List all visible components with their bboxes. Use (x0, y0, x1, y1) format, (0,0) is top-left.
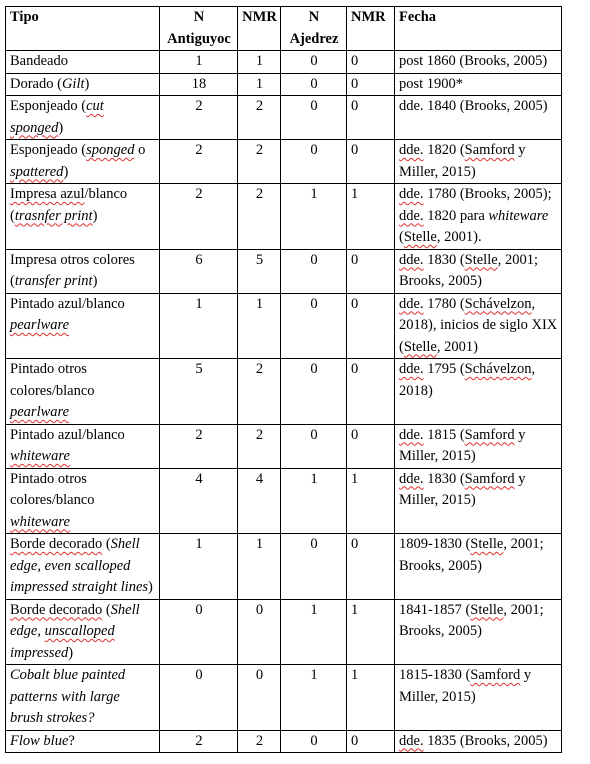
tipo-text-segment: trasnfer print (14, 207, 93, 224)
fecha-text-segment: 1780 ( (423, 295, 465, 312)
fecha-text-segment: 1815 ( (423, 426, 465, 443)
fecha-text-segment: , 2001) (436, 338, 478, 355)
cell-nmr-ajedrez: 0 (347, 424, 395, 468)
tipo-text-segment: ( (102, 601, 111, 618)
table-row (6, 293, 562, 359)
cell-nmr-antiguyoc: 2 (238, 140, 281, 184)
fecha-text-segment: ( (399, 229, 404, 245)
cell-n-ajedrez: 0 (281, 51, 347, 74)
tipo-text-segment: impressed (10, 644, 69, 661)
fecha-text-segment: dde. (399, 295, 424, 312)
cell-n-ajedrez: 0 (281, 73, 347, 96)
cell-n-antiguyoc: 5 (160, 359, 238, 425)
fecha-text-segment: 1795 ( (423, 361, 465, 377)
table-row (6, 424, 562, 468)
cell-n-ajedrez: 0 (281, 293, 347, 359)
tipo-text-segment: /blanco ( (10, 186, 128, 224)
tipo-text-segment: Impresa azul (10, 186, 85, 202)
cell-n-ajedrez: 0 (281, 424, 347, 468)
fecha-text-segment: , 2001; Brooks, 2005) (399, 251, 538, 289)
cell-nmr-antiguyoc: 5 (238, 249, 281, 293)
table-row (6, 534, 562, 600)
cell-n-ajedrez: 1 (281, 665, 347, 731)
fecha-text-segment: 1780 (Brooks, 2005); (423, 186, 552, 202)
fecha-text-segment: 1809-1830 ( (399, 536, 471, 552)
tipo-text-segment: spattered (10, 163, 64, 180)
fecha-text-segment: dde. (399, 207, 424, 224)
table-row (6, 96, 562, 140)
tipo-text-segment: Flow blue (10, 732, 69, 749)
fecha-text-segment: 1830 ( (423, 251, 465, 268)
tipo-text-segment: cut sponged (10, 98, 104, 136)
fecha-text-segment: , 2001; Brooks, 2005) (399, 601, 544, 639)
cell-fecha (395, 73, 562, 96)
fecha-text-segment: dde. (399, 732, 424, 749)
table-row (6, 730, 562, 753)
fecha-text-segment: dde. (399, 186, 424, 202)
tipo-text-segment: Shell edge, (10, 601, 140, 639)
cell-tipo (6, 359, 160, 425)
fecha-text-segment: 1841-1857 ( (399, 601, 471, 618)
cell-n-ajedrez: 1 (281, 599, 347, 665)
cell-nmr-antiguyoc: 1 (238, 51, 281, 74)
cell-nmr-antiguyoc: 4 (238, 468, 281, 534)
cell-n-ajedrez: 0 (281, 359, 347, 425)
cell-n-ajedrez: 0 (281, 730, 347, 753)
cell-nmr-antiguyoc: 2 (238, 359, 281, 425)
fecha-text-segment: dde. (399, 470, 424, 487)
cell-nmr-antiguyoc: 0 (238, 665, 281, 731)
cell-n-antiguyoc: 1 (160, 293, 238, 359)
table-row (6, 184, 562, 250)
cell-n-antiguyoc: 18 (160, 73, 238, 96)
cell-n-ajedrez: 1 (281, 468, 347, 534)
cell-n-antiguyoc: 2 (160, 140, 238, 184)
fecha-text-segment: , 2001; Brooks, 2005) (399, 536, 544, 574)
cell-n-ajedrez: 0 (281, 140, 347, 184)
cell-tipo (6, 468, 160, 534)
fecha-text-segment: whiteware (488, 207, 549, 224)
cell-fecha (395, 293, 562, 359)
fecha-text-segment: Schávelzon (464, 295, 532, 312)
tipo-text-segment: ) (58, 119, 64, 136)
cell-fecha (395, 424, 562, 468)
cell-n-antiguyoc: 6 (160, 249, 238, 293)
cell-tipo (6, 293, 160, 359)
fecha-text-segment: dde. (399, 251, 424, 268)
header-fecha: Fecha (395, 7, 562, 51)
cell-nmr-antiguyoc: 1 (238, 293, 281, 359)
cell-n-ajedrez: 1 (281, 184, 347, 250)
tipo-text-segment: o (134, 142, 146, 158)
tipo-text-segment: Pintado azul/blanco (10, 295, 125, 312)
cell-n-ajedrez: 0 (281, 249, 347, 293)
header-tipo: Tipo (6, 7, 160, 51)
cell-fecha (395, 140, 562, 184)
fecha-text-segment: Schávelzon (464, 361, 532, 377)
tipo-text-segment: Dorado ( (10, 75, 62, 92)
cell-nmr-ajedrez: 0 (347, 534, 395, 600)
cell-nmr-ajedrez: 0 (347, 730, 395, 753)
cell-nmr-ajedrez: 0 (347, 73, 395, 96)
cell-nmr-antiguyoc: 0 (238, 599, 281, 665)
fecha-text-segment: , 2018) (399, 361, 536, 399)
cell-nmr-antiguyoc: 1 (238, 73, 281, 96)
cell-fecha (395, 51, 562, 74)
fecha-text-segment: post 1900* (399, 75, 464, 92)
tipo-text-segment: Borde decorado (10, 536, 103, 552)
tipo-text-segment: Pintado azul/blanco (10, 426, 125, 443)
tipo-text-segment: Bandeado (10, 53, 68, 69)
cell-tipo (6, 424, 160, 468)
cell-nmr-ajedrez: 0 (347, 249, 395, 293)
fecha-text-segment: 1830 ( (423, 470, 465, 487)
fecha-text-segment: Samford (470, 667, 521, 683)
table-row (6, 468, 562, 534)
cell-n-antiguyoc: 2 (160, 424, 238, 468)
fecha-text-segment: y Miller, 2015) (399, 426, 526, 464)
fecha-text-segment: Stelle (403, 229, 437, 245)
tipo-text-segment: Impresa otros colores ( (10, 251, 135, 289)
cell-n-ajedrez: 0 (281, 96, 347, 140)
cell-tipo (6, 140, 160, 184)
tipo-text-segment: Esponjeado ( (10, 98, 87, 114)
tipo-text-segment: Cobalt blue painted patterns with large brush strokes? (10, 667, 126, 726)
tipo-text-segment: Pintado otros colores/blanco (10, 470, 95, 508)
cell-tipo (6, 599, 160, 665)
cell-nmr-ajedrez: 1 (347, 184, 395, 250)
fecha-text-segment: dde. (399, 426, 424, 443)
fecha-text-segment: dde. 1840 (Brooks, 2005) (399, 98, 548, 114)
cell-nmr-ajedrez: 1 (347, 665, 395, 731)
data-table (5, 6, 562, 753)
table-row (6, 359, 562, 425)
fecha-text-segment: , 2018), inicios de siglo XIX ( (399, 295, 558, 355)
cell-tipo (6, 51, 160, 74)
cell-fecha (395, 665, 562, 731)
table-row (6, 249, 562, 293)
cell-nmr-ajedrez: 0 (347, 359, 395, 425)
cell-n-antiguyoc: 2 (160, 96, 238, 140)
fecha-text-segment: Stelle (470, 601, 504, 618)
cell-fecha (395, 730, 562, 753)
cell-tipo (6, 96, 160, 140)
tipo-text-segment: ) (63, 163, 69, 180)
tipo-text-segment: ) (84, 75, 90, 92)
cell-tipo (6, 249, 160, 293)
header-row (6, 7, 562, 51)
tipo-text-segment: ) (68, 644, 74, 661)
tipo-text-segment: Pintado otros colores/blanco (10, 361, 95, 399)
header-n-ajedrez: N Ajedrez (281, 7, 347, 51)
tipo-text-segment: pearlware (10, 404, 70, 420)
tipo-text-segment: ? (68, 732, 75, 749)
cell-n-antiguyoc: 0 (160, 599, 238, 665)
cell-tipo (6, 665, 160, 731)
cell-nmr-antiguyoc: 2 (238, 424, 281, 468)
cell-n-antiguyoc: 1 (160, 51, 238, 74)
cell-nmr-antiguyoc: 2 (238, 730, 281, 753)
cell-nmr-antiguyoc: 2 (238, 96, 281, 140)
cell-fecha (395, 359, 562, 425)
fecha-text-segment: 1835 (Brooks, 2005) (423, 732, 548, 749)
cell-tipo (6, 184, 160, 250)
cell-n-antiguyoc: 0 (160, 665, 238, 731)
table-row (6, 73, 562, 96)
cell-n-antiguyoc: 2 (160, 730, 238, 753)
tipo-text-segment: Esponjeado ( (10, 142, 87, 158)
header-n-antiguyoc: N Antiguyoc (160, 7, 238, 51)
cell-n-antiguyoc: 1 (160, 534, 238, 600)
fecha-text-segment: 1820 para (423, 207, 489, 224)
header-nmr-ajedrez: NMR (347, 7, 395, 51)
fecha-text-segment: post 1860 (Brooks, 2005) (399, 53, 548, 69)
cell-nmr-ajedrez: 0 (347, 96, 395, 140)
fecha-text-segment: y Miller, 2015) (399, 667, 532, 705)
cell-nmr-ajedrez: 0 (347, 140, 395, 184)
fecha-text-segment: 1820 ( (423, 142, 465, 158)
tipo-text-segment: pearlware (10, 317, 70, 333)
table-row (6, 140, 562, 184)
cell-fecha (395, 534, 562, 600)
tipo-text-segment: ) (92, 273, 98, 289)
fecha-text-segment: y Miller, 2015) (399, 470, 526, 508)
fecha-text-segment: dde. (399, 361, 424, 377)
table-row (6, 51, 562, 74)
cell-tipo (6, 730, 160, 753)
fecha-text-segment: , 2001). (436, 229, 482, 245)
fecha-text-segment: Samford (464, 426, 515, 443)
cell-nmr-ajedrez: 1 (347, 599, 395, 665)
fecha-text-segment: Samford (464, 142, 515, 158)
tipo-text-segment: whiteware (10, 513, 70, 530)
cell-nmr-ajedrez: 0 (347, 293, 395, 359)
table-body (6, 51, 562, 753)
tipo-text-segment: unscalloped (44, 623, 115, 639)
tipo-text-segment: Borde decorado (10, 601, 103, 618)
cell-n-ajedrez: 0 (281, 534, 347, 600)
cell-nmr-antiguyoc: 1 (238, 534, 281, 600)
table-row (6, 665, 562, 731)
cell-n-antiguyoc: 2 (160, 184, 238, 250)
cell-n-antiguyoc: 4 (160, 468, 238, 534)
cell-nmr-ajedrez: 1 (347, 468, 395, 534)
tipo-text-segment: ) (148, 579, 153, 595)
fecha-text-segment: Samford (464, 470, 515, 487)
fecha-text-segment: y Miller, 2015) (399, 142, 526, 180)
fecha-text-segment: dde. (399, 142, 424, 158)
cell-fecha (395, 184, 562, 250)
cell-fecha (395, 96, 562, 140)
cell-fecha (395, 599, 562, 665)
cell-fecha (395, 249, 562, 293)
tipo-text-segment: Gilt (61, 75, 85, 92)
cell-nmr-antiguyoc: 2 (238, 184, 281, 250)
cell-tipo (6, 73, 160, 96)
header-nmr-antiguyoc: NMR (238, 7, 281, 51)
tipo-text-segment: Shell edge, even scalloped impressed straight lines (10, 536, 149, 595)
table-row (6, 599, 562, 665)
fecha-text-segment: Stelle (470, 536, 504, 552)
fecha-text-segment: Stelle (464, 251, 498, 268)
tipo-text-segment: sponged (86, 142, 135, 158)
fecha-text-segment: Stelle (403, 338, 437, 355)
cell-nmr-ajedrez: 0 (347, 51, 395, 74)
tipo-text-segment: whiteware (10, 448, 70, 464)
tipo-text-segment: ( (102, 536, 111, 552)
cell-tipo (6, 534, 160, 600)
tipo-text-segment: transfer print (14, 273, 93, 289)
cell-fecha (395, 468, 562, 534)
fecha-text-segment: 1815-1830 ( (399, 667, 471, 683)
tipo-text-segment: ) (92, 207, 98, 224)
